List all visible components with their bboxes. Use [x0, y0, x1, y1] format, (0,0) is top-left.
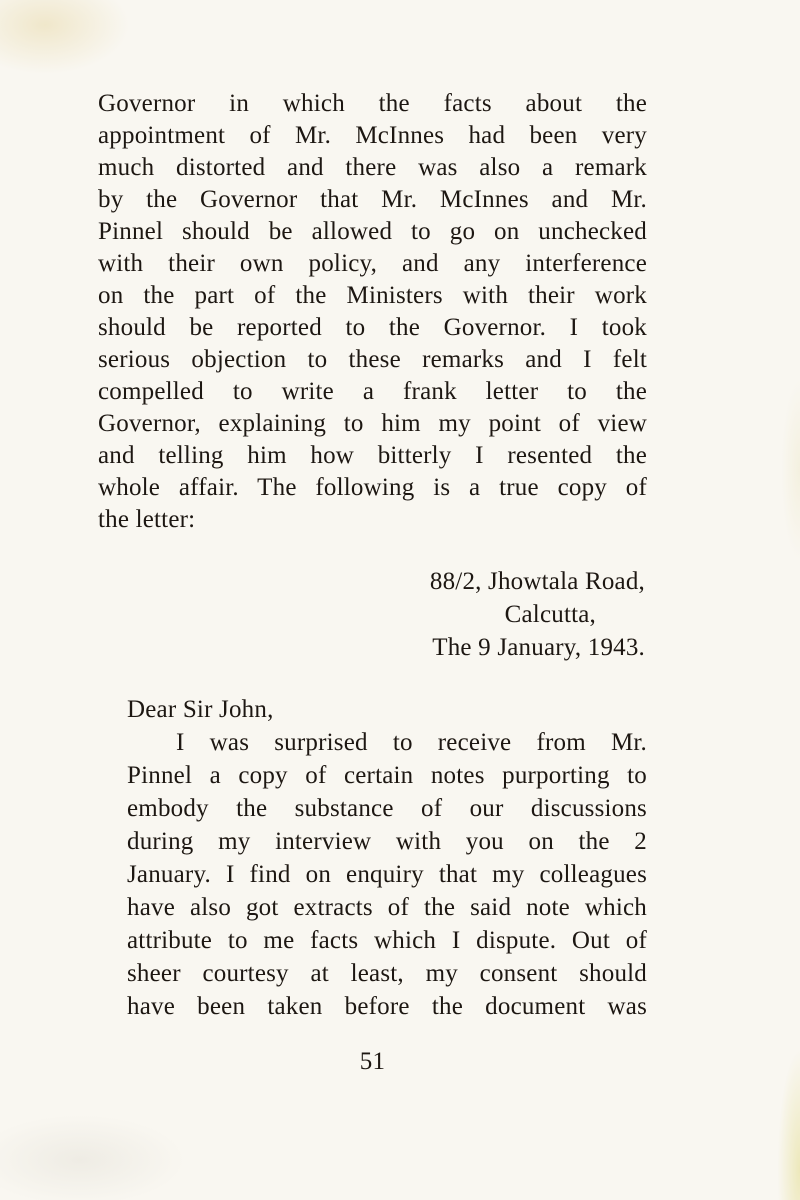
letter-line: sheer courtesy at least, my consent should	[127, 960, 647, 987]
body-line: appointment of Mr. McInnes had been very	[98, 122, 647, 149]
body-line: and telling him how bitterly I resented the	[98, 442, 647, 469]
body-line: compelled to write a frank letter to the	[98, 378, 647, 405]
letter-line: Pinnel a copy of certain notes purporting to	[127, 762, 647, 789]
address-date: The 9 January, 1943.	[432, 634, 645, 661]
letter-line: I was surprised to receive from Mr.	[176, 729, 647, 756]
letter-line: attribute to me facts which I dispute. Out of	[127, 927, 647, 954]
body-line: with their own policy, and any interference	[98, 250, 647, 277]
letter-line: January. I find on enquiry that my colleagues	[127, 861, 647, 888]
letter-line: have been taken before the document was	[127, 993, 647, 1020]
letter-salutation: Dear Sir John,	[127, 696, 274, 723]
letter-body	[127, 693, 647, 1023]
address-street: 88/2, Jhowtala Road,	[429, 568, 645, 595]
address-city: Calcutta,	[504, 601, 596, 628]
page-number: 51	[359, 1048, 386, 1075]
body-line: serious objection to these remarks and I felt	[98, 346, 647, 373]
body-line: much distorted and there was also a remark	[98, 154, 647, 181]
letter-line: embody the substance of our discussions	[127, 795, 647, 822]
letter-line: during my interview with you on the 2	[127, 828, 647, 855]
body-line: the letter:	[98, 506, 196, 533]
body-line: should be reported to the Governor. I took	[98, 314, 647, 341]
letter-line: have also got extracts of the said note which	[127, 894, 647, 921]
body-line: on the part of the Ministers with their work	[98, 282, 647, 309]
body-line: whole affair. The following is a true copy of	[98, 474, 647, 501]
body-line: Governor in which the facts about the	[98, 90, 647, 117]
letter-address	[98, 565, 645, 664]
body-paragraph	[98, 88, 647, 536]
body-line: Governor, explaining to him my point of view	[98, 410, 647, 437]
body-line: Pinnel should be allowed to go on unchecked	[98, 218, 647, 245]
body-line: by the Governor that Mr. McInnes and Mr.	[98, 186, 647, 213]
letter-paragraph	[127, 726, 647, 1023]
